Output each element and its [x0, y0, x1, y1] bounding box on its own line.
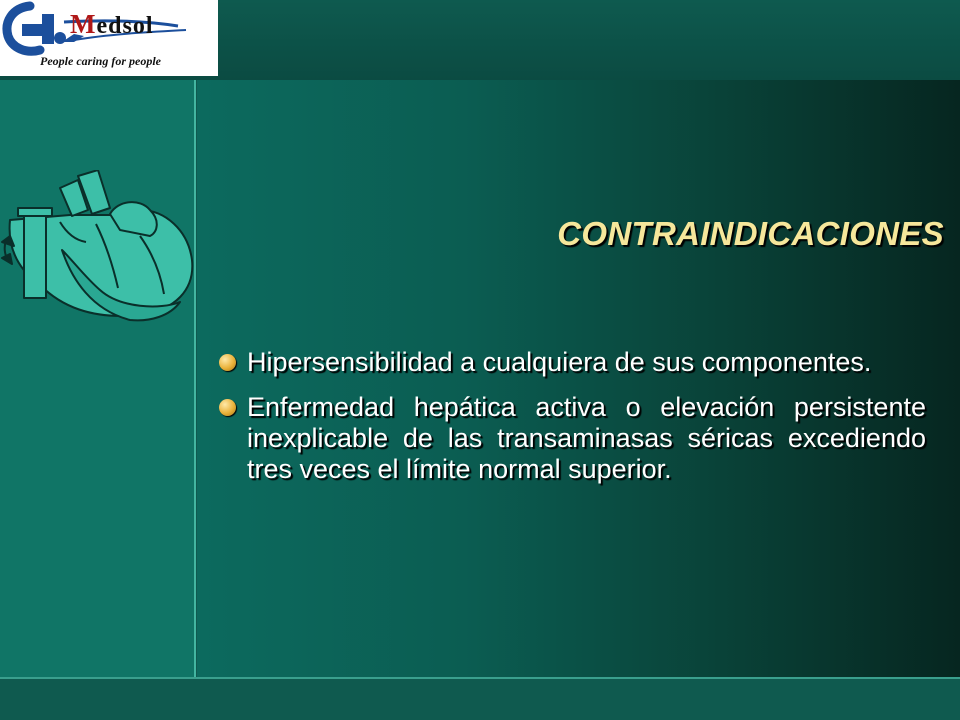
bullet-text: Hipersensibilidad a cualquiera de sus componentes. [247, 347, 872, 377]
bullet-dot-icon [219, 399, 236, 416]
left-panel [0, 80, 196, 677]
bullet-list [218, 347, 926, 499]
heart-illustration-icon [0, 170, 196, 410]
logo-brand: Medsol [70, 9, 154, 39]
slide-title: CONTRAINDICACIONES [557, 215, 944, 252]
footer-band [0, 677, 960, 720]
bullet-text: Enfermedad hepática activa o elevación persistente inexplicable de las transaminasas séricas excediendo tres veces el límite normal superior. [247, 392, 926, 484]
medsol-logo [0, 0, 218, 76]
logo-tagline: People caring for people [40, 54, 161, 68]
bullet-dot-icon [219, 354, 236, 371]
bullet-item [218, 392, 926, 485]
bullet-item [218, 347, 926, 378]
